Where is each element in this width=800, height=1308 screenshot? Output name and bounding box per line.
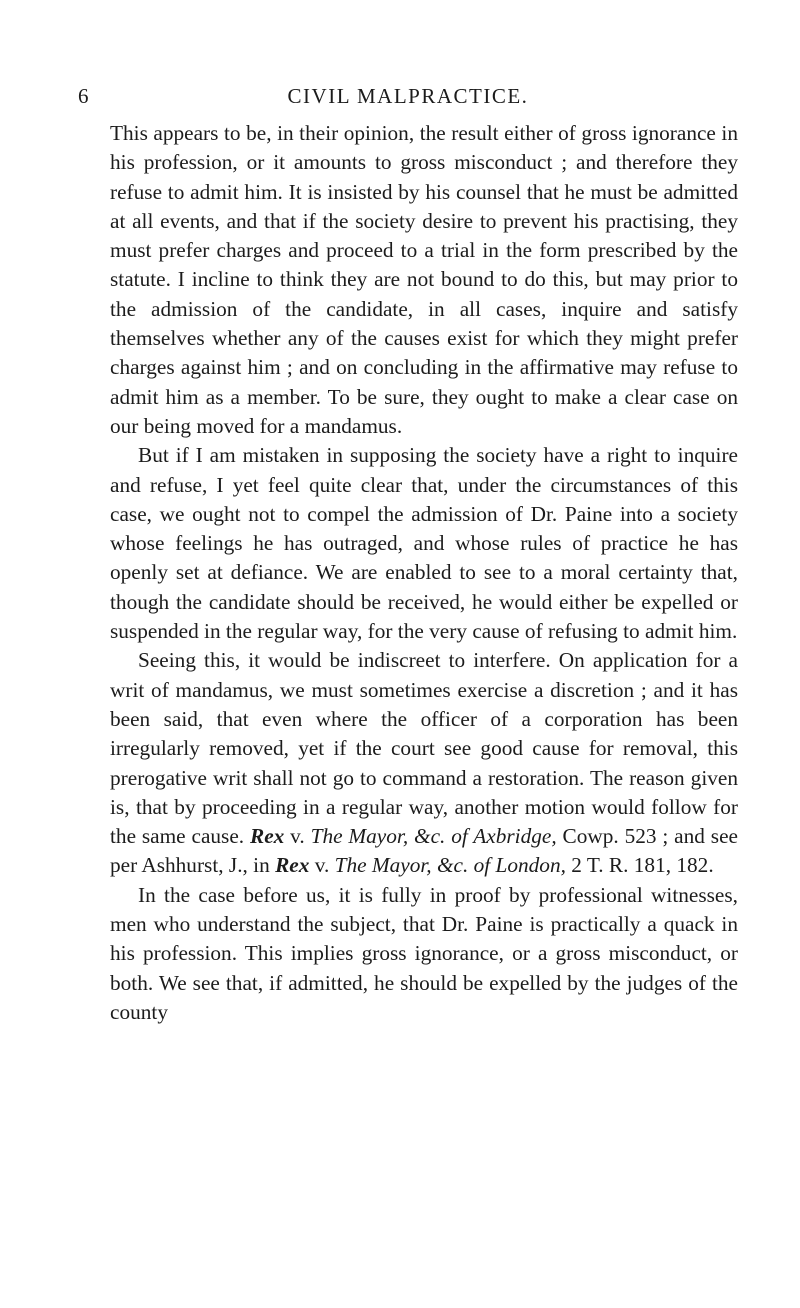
page-number: 6 — [78, 84, 90, 108]
paragraph-3-text-before: Seeing this, it would be indiscreet to interfere. On application for a writ of mandamus, we must sometimes exercise a discretion ; and it has been said, that even where the officer of a corporation has been irregularly removed, yet if the court see good cause for removal, this prerogative writ shall not go to command a restoration. The reason given is, that by proceeding in a regular way, another motion would follow for the same cause. — [110, 648, 738, 849]
paragraph-2: But if I am mistaken in supposing the society have a right to inquire and refuse, I yet feel quite clear that, under the circumstances of this case, we ought not to compel the admission of Dr. Paine into a society whose feelings he has outraged, and whose rules of practice he has openly set at defiance. We are enabled to see to a moral certainty that, though the candidate should be received, he would either be expelled or suspended in the regular way, for the very cause of refusing to admit him. — [110, 443, 738, 644]
paragraph-1: This appears to be, in their opinion, the result either of gross ignorance in his profession, or it amounts to gross misconduct ; and therefore they refuse to admit him. It is insisted by his counsel that he must be admitted at all events, and that if the society desire to prevent his practising, they must prefer charges and proceed to a trial in the form prescribed by the statute. I incline to think they are not bound to do this, but may prior to the admission of the candidate, in all cases, inquire and satisfy themselves whether any of the causes exist for which they might prefer charges against him ; and on concluding in the affirmative may refuse to admit him as a member. To be sure, they ought to make a clear case on our being moved for a mandamus. — [110, 121, 738, 438]
case-citation-axbridge: The Mayor, &c. of Axbridge, — [310, 824, 557, 849]
paragraph-4: In the case before us, it is fully in proof by professional witnesses, men who understand the subject, that Dr. Paine is practically a quack in his profession. This implies gross ignorance, or a gross misconduct, or both. We see that, if admitted, he should be expelled by the judges of the county — [110, 882, 738, 1024]
case-citation-rex-2: Rex — [275, 853, 310, 878]
running-title: CIVIL MALPRACTICE. — [287, 84, 529, 108]
case-citation-london: The Mayor, &c. of London, — [334, 853, 566, 878]
case-citation-rex: Rex — [249, 824, 285, 849]
paragraph-3-text-after: 2 T. R. 181, 182. — [565, 853, 714, 878]
paragraph-3 — [110, 646, 738, 880]
body-text — [110, 119, 738, 1027]
paragraph-3-text-middle: Cowp. 523 ; and see per Ashhurst, J., in — [110, 824, 738, 878]
case-citation-versus-2: v. — [309, 853, 335, 878]
case-citation-versus: v. — [284, 824, 311, 849]
running-head — [78, 84, 738, 110]
